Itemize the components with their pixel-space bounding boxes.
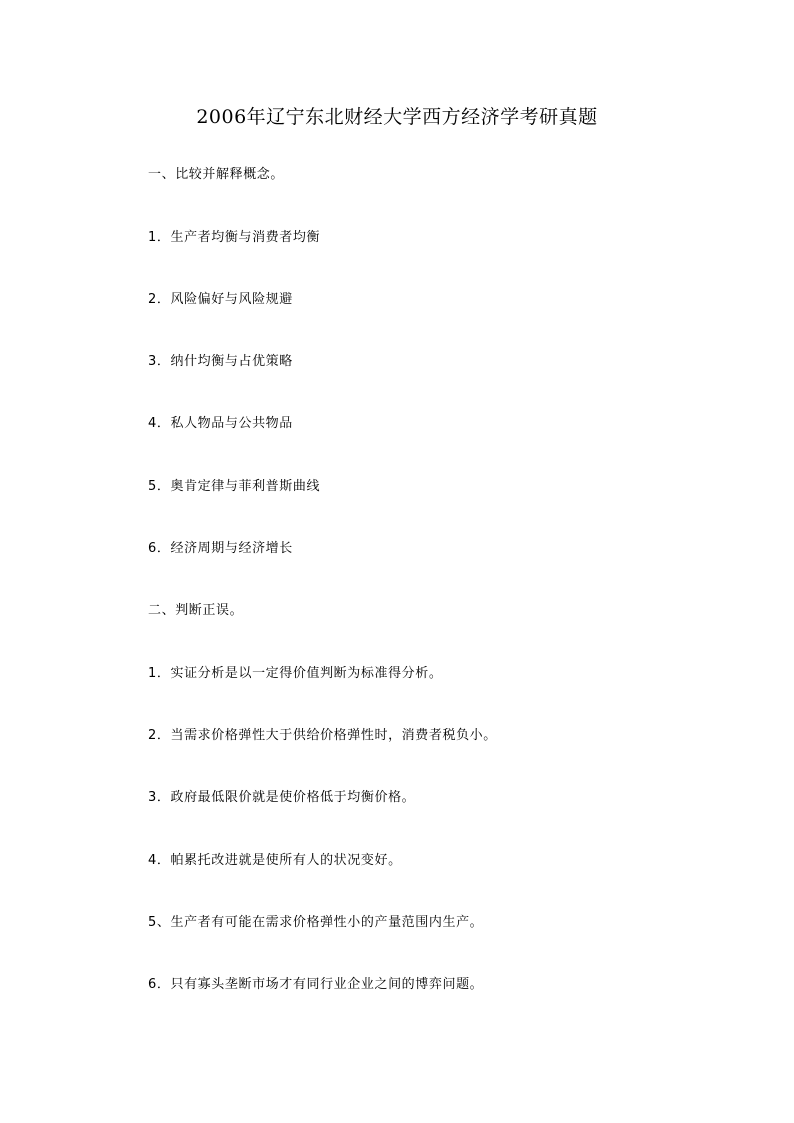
document-title: 2006年辽宁东北财经大学西方经济学考研真题: [196, 106, 598, 128]
question-item: 5．奥肯定律与菲利普斯曲线: [148, 479, 321, 494]
question-item: 3．纳什均衡与占优策略: [148, 354, 293, 369]
section-heading-true-false: 二、判断正误。: [148, 603, 244, 618]
question-item: 1．生产者均衡与消费者均衡: [148, 230, 321, 245]
question-item: 2．当需求价格弹性大于供给价格弹性时，消费者税负小。: [148, 728, 497, 743]
question-item: 2．风险偏好与风险规避: [148, 292, 293, 307]
question-item: 3．政府最低限价就是使价格低于均衡价格。: [148, 790, 416, 805]
question-item: 6．只有寡头垄断市场才有同行业企业之间的博弈问题。: [148, 977, 484, 992]
question-item: 6．经济周期与经济增长: [148, 541, 293, 556]
question-item: 5、生产者有可能在需求价格弹性小的产量范围内生产。: [148, 915, 484, 930]
question-item: 4．私人物品与公共物品: [148, 416, 293, 431]
question-item: 4．帕累托改进就是使所有人的状况变好。: [148, 853, 402, 868]
question-item: 1．实证分析是以一定得价值判断为标准得分析。: [148, 666, 443, 681]
section-heading-compare-concepts: 一、比较并解释概念。: [148, 167, 285, 182]
